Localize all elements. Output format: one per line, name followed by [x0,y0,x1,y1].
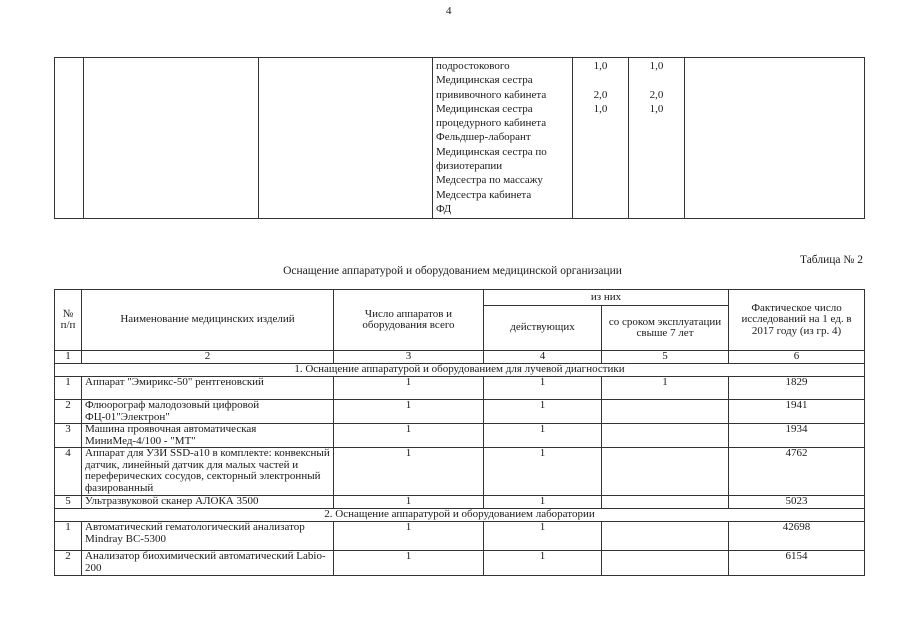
staff-line: Медсестра кабинета [436,188,532,201]
empty-cell [55,58,84,219]
row-name: Машина проявочная автоматическая МиниМед-4/100 - "МТ" [82,424,334,448]
rate-value [632,73,681,87]
column-number-row [55,351,865,364]
row-active: 1 [484,522,602,551]
row-total: 1 [334,400,484,424]
row-total: 1 [334,551,484,576]
column-number: 2 [82,351,334,364]
staff-table-continuation [54,57,865,219]
row-name: Ультразвуковой сканер АЛОКА 3500 [82,496,334,509]
staff-line: прививочного кабинета [436,88,547,101]
page-number: 4 [446,5,452,17]
column-number: 5 [602,351,729,364]
rate-value: 1,0 [649,60,664,72]
row-total: 1 [334,448,484,496]
table-row [55,377,865,400]
row-old [602,496,729,509]
table-row [55,424,865,448]
column-number: 6 [729,351,865,364]
header-of-them: из них [484,290,729,306]
row-total: 1 [334,522,484,551]
row-active: 1 [484,424,602,448]
staff-line: Медицинская сестра [436,102,533,115]
row-num: 3 [55,424,82,448]
row-old: 1 [602,377,729,400]
staff-line: подростокового [436,60,510,72]
row-num: 4 [55,448,82,496]
staff-line: Медсестра по массажу [436,174,543,187]
row-active: 1 [484,448,602,496]
row-num: 1 [55,377,82,400]
row-num: 1 [55,522,82,551]
row-num: 2 [55,400,82,424]
section-row [55,509,865,522]
staff-line: Медицинская сестра [436,74,533,87]
table-row [55,551,865,576]
column-number: 1 [55,351,82,364]
rate-column-a [573,58,629,219]
table-row [55,400,865,424]
empty-cell [259,58,433,219]
rate-value: 1,0 [593,60,608,72]
header-studies: Фактическое число исследований на 1 ед. в 2017 году (из гр. 4) [729,290,865,351]
rate-value: 1,0 [649,102,664,115]
rate-value [576,73,625,87]
table-title: Оснащение аппаратурой и оборудованием медицинской организации [283,265,622,277]
row-active: 1 [484,400,602,424]
row-name: Флюорограф малодозовый цифровой ФЦ-01"Электрон" [82,400,334,424]
row-old [602,551,729,576]
rate-value: 2,0 [649,88,664,101]
rate-value: 2,0 [593,88,608,101]
row-studies: 1941 [729,400,865,424]
staff-line: процедурного кабинета [436,117,547,130]
row-total: 1 [334,496,484,509]
row-num: 5 [55,496,82,509]
table-number: Таблица № 2 [799,254,863,266]
row-old [602,424,729,448]
table-row [55,448,865,496]
section-row [55,364,865,377]
equipment-table [54,289,865,576]
staff-line: Фельдшер-лаборант [436,131,531,144]
header-name: Наименование медицинских изделий [82,290,334,351]
row-num: 2 [55,551,82,576]
header-total: Число аппаратов и оборудования всего [334,290,484,351]
row-studies: 1829 [729,377,865,400]
rate-column-b [629,58,685,219]
rate-value: 1,0 [593,102,608,115]
row-studies: 42698 [729,522,865,551]
row-studies: 5023 [729,496,865,509]
row-active: 1 [484,496,602,509]
staff-positions-cell [433,58,573,219]
row-total: 1 [334,424,484,448]
row-name: Аппарат "Эмирикс-50" рентгеновский [82,377,334,400]
staff-line: физиотерапии [436,160,503,173]
row-old [602,448,729,496]
row-old [602,522,729,551]
header-active: действующих [484,306,602,351]
row-name: Аппарат для УЗИ SSD-a10 в комплекте: конвексный датчик, линейный датчик для малых частей и переферических сосудов, секторный электронный фазированный [82,448,334,496]
row-active: 1 [484,551,602,576]
row-old [602,400,729,424]
empty-cell [685,58,865,219]
row-active: 1 [484,377,602,400]
row-name: Анализатор биохимический автоматический Labio-200 [82,551,334,576]
header-old: со сроком эксплуатации свыше 7 лет [602,306,729,351]
section-title: 1. Оснащение аппаратурой и оборудованием для лучевой диагностики [55,364,865,377]
staff-line: ФД [436,202,452,215]
section-title: 2. Оснащение аппаратурой и оборудованием лаборатории [55,509,865,522]
row-studies: 1934 [729,424,865,448]
header-num: № п/п [55,290,82,351]
column-number: 4 [484,351,602,364]
column-number: 3 [334,351,484,364]
row-total: 1 [334,377,484,400]
staff-line: Медицинская сестра по [436,145,547,158]
empty-cell [84,58,259,219]
row-name: Автоматический гематологический анализатор Mindray BC-5300 [82,522,334,551]
table-row [55,496,865,509]
table-row [55,522,865,551]
row-studies: 6154 [729,551,865,576]
row-studies: 4762 [729,448,865,496]
